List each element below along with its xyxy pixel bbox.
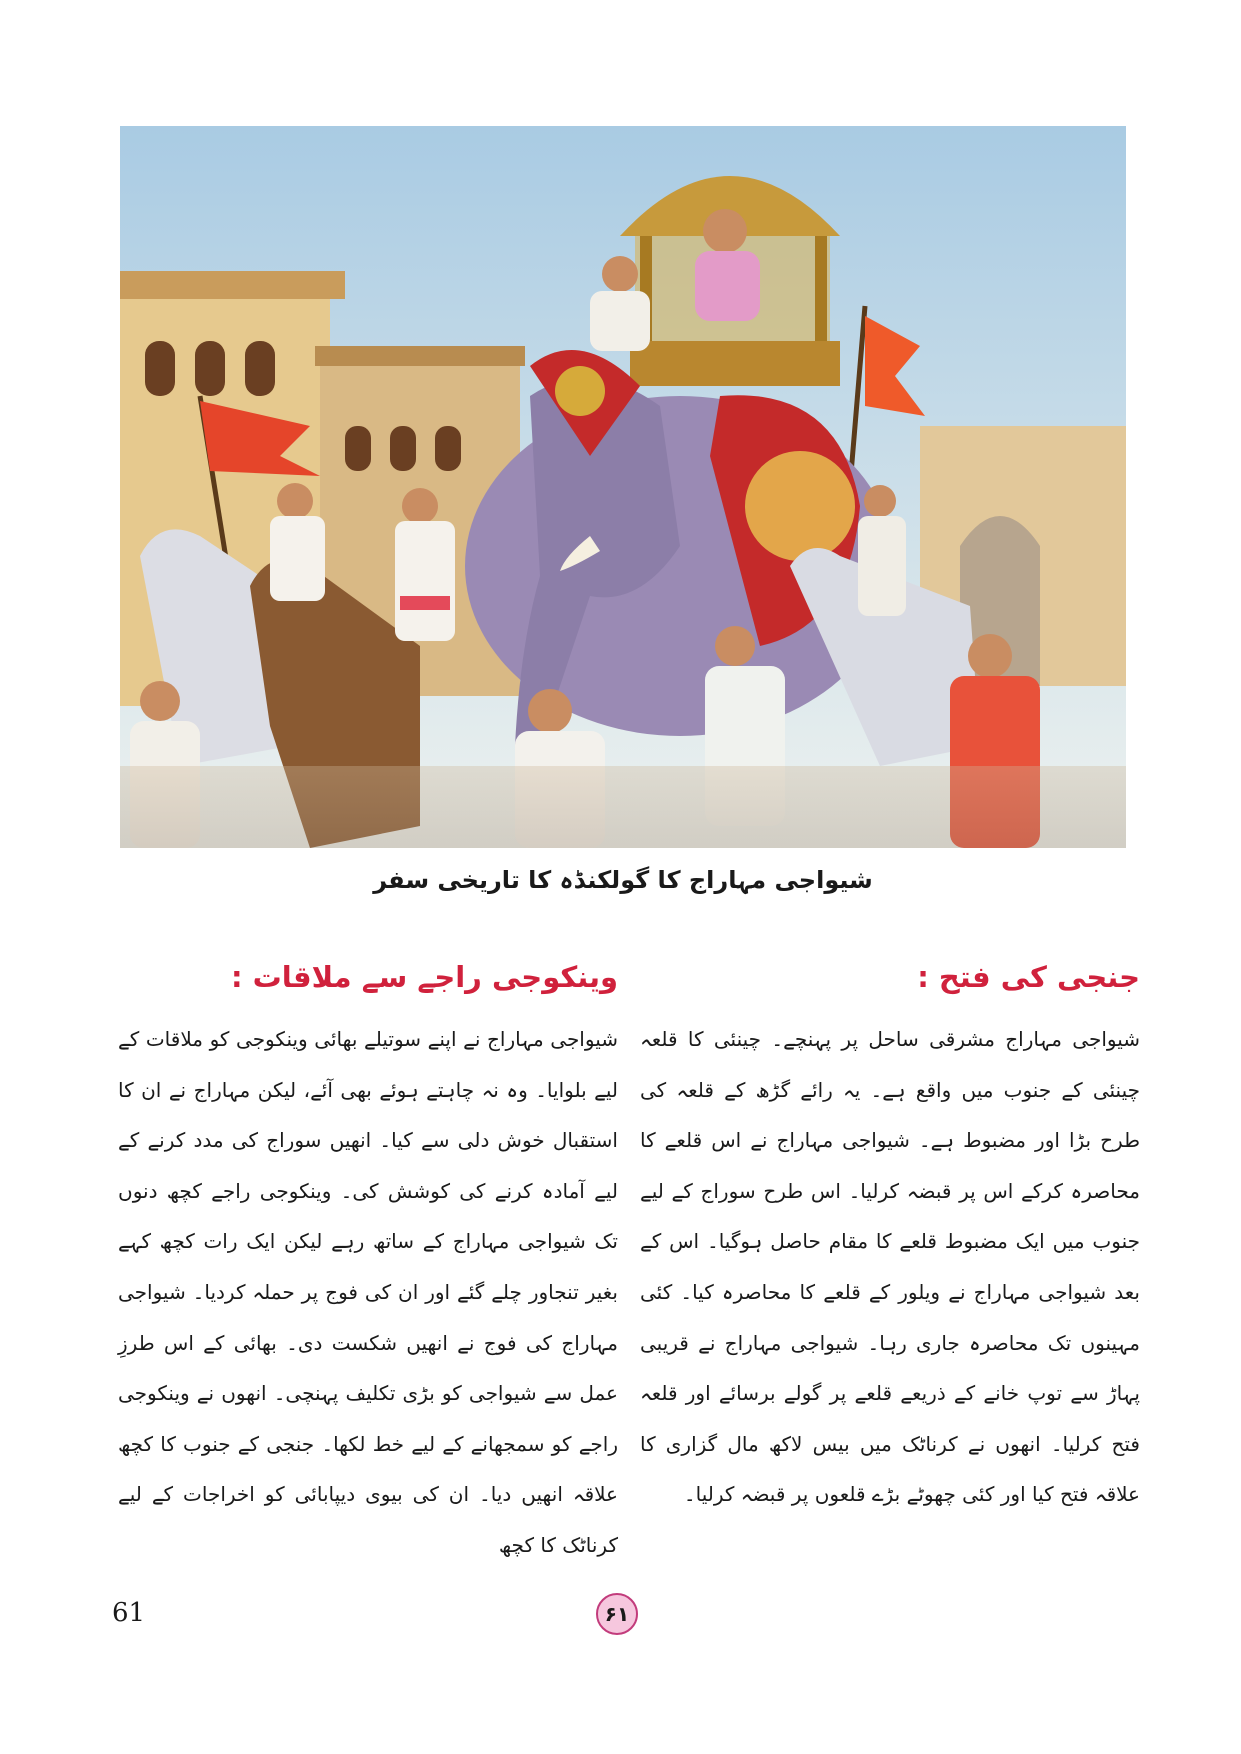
page-number-badge: ۶۱ (596, 1593, 638, 1635)
illustration-procession (120, 126, 1126, 848)
column-jinji-victory (640, 960, 1140, 1520)
paragraph-venkoji: شیواجی مہاراج نے اپنے سوتیلے بھائی وینکوجی کو ملاقات کے لیے بلوایا۔ وہ نہ چاہتے ہوئے بھی آئے، لیکن مہاراج نے ان کا استقبال خوش دلی سے کیا۔ انھیں سوراج کی مدد کرنے کے لیے آمادہ کرنے کی کوشش کی۔ وینکوجی راجے کچھ دنوں تک شیواجی مہاراج کے ساتھ رہے لیکن ایک رات کچھ کہے بغیر تنجاور چلے گئے اور ان کی فوج پر حملہ کردیا۔ شیواجی مہاراج کی فوج نے انھیں شکست دی۔ بھائی کے اس طرزِ عمل سے شیواجی کو بڑی تکلیف پہنچی۔ انھوں نے وینکوجی راجے کو سمجھانے کے لیے خط لکھا۔ جنجی کے جنوب کا کچھ علاقہ انھیں دیا۔ ان کی بیوی دیپابائی کو اخراجات کے لیے کرناٹک کا کچھ (118, 1027, 618, 1557)
column-venkoji-meeting (118, 960, 618, 1571)
paragraph-jinji: شیواجی مہاراج مشرقی ساحل پر پہنچے۔ چینئی کا قلعہ چینئی کے جنوب میں واقع ہے۔ یہ رائے گڑھ کے قلعہ کی طرح بڑا اور مضبوط ہے۔ شیواجی مہاراج نے اس قلعے کا محاصرہ کرکے اس پر قبضہ کرلیا۔ اس طرح سوراج کے لیے جنوب میں ایک مضبوط قلعے کا مقام حاصل ہوگیا۔ اس کے بعد شیواجی مہاراج نے ویلور کے قلعے کا محاصرہ کیا۔ کئی مہینوں تک محاصرہ جاری رہا۔ شیواجی مہاراج نے قریبی پہاڑ سے توپ خانے کے ذریعے قلعے پر گولے برسائے اور قلعہ فتح کرلیا۔ انھوں نے کرناٹک میں بیس لاکھ مال گزاری کا علاقہ فتح کیا اور کئی چھوٹے بڑے قلعوں پر قبضہ کرلیا۔ (640, 1027, 1140, 1507)
section-heading-venkoji: وینکوجی راجے سے ملاقات : (230, 960, 618, 994)
illustration-caption: شیواجی مہاراج کا گولکنڈہ کا تاریخی سفر (373, 866, 873, 894)
section-heading-jinji: جنجی کی فتح : (917, 960, 1140, 994)
page-number-latin: 61 (112, 1598, 146, 1628)
